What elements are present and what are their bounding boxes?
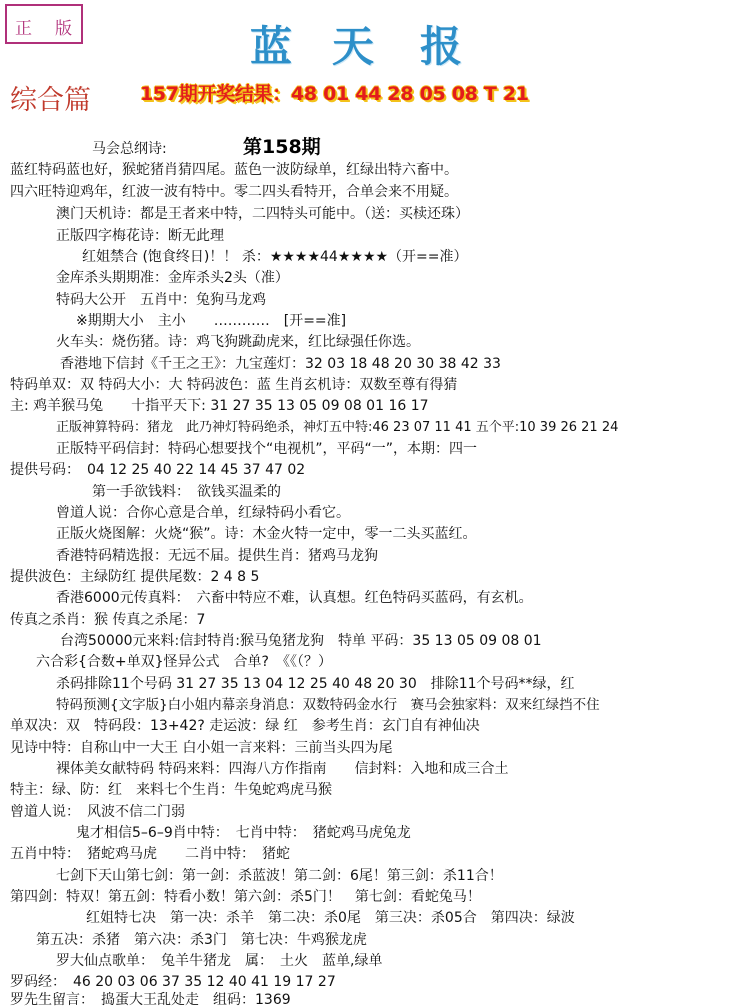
text-line: 曾道人说： 风波不信二门弱	[10, 804, 185, 820]
draw-result: 157期开奖结果：48 01 44 28 05 08 T 21	[140, 83, 529, 105]
text-line: 五肖中特： 猪蛇鸡马虎 二肖中特： 猪蛇	[10, 846, 290, 862]
stamp-right-char: 版	[55, 19, 72, 39]
text-line: 金库杀头期期准：金库杀头2头（准）	[56, 270, 289, 286]
issue-number: 第158期	[243, 136, 321, 158]
text-line: 鬼才相信5–6–9肖中特： 七肖中特： 猪蛇鸡马虎兔龙	[76, 825, 411, 841]
text-line: 提供波色：主绿防红 提供尾数：2 4 8 5	[10, 569, 260, 585]
text-line: 特主：绿、防：红 来料七个生肖：牛兔蛇鸡虎马猴	[10, 782, 332, 798]
text-line: 主: 鸡羊猴马兔 十指平天下: 31 27 35 13 05 09 08 01 16 17	[10, 398, 429, 414]
text-line: 香港6000元传真料： 六畜中特应不难，认真想。红色特码买蓝码，有玄机。	[56, 590, 533, 606]
text-line: 正版神算特码：猪龙 此乃神灯特码绝杀，神灯五中特:46 23 07 11 41 五个平:10 39 26 21 24	[56, 420, 619, 435]
section-title: 综合篇	[10, 85, 91, 116]
genuine-stamp	[5, 4, 83, 44]
text-line: 罗先生留言： 捣蛋大王乱处走 组码：1369	[10, 992, 291, 1008]
text-line: 正版特平码信封：特码心想要找个“电视机”，平码“一”，本期：四一	[56, 441, 478, 457]
text-line: 台湾50000元来料:信封特肖:猴马兔猪龙狗 特单 平码：35 13 05 09 08 01	[60, 633, 542, 649]
text-line: 杀码排除11个号码 31 27 35 13 04 12 25 40 48 20 30 排除11个号码**绿，红	[56, 676, 575, 692]
text-line: 火车头：烧伤猪。诗：鸡飞狗跳勐虎来，红比绿强任你选。	[56, 334, 420, 350]
text-line: 六合彩{合数+单双}怪异公式 合单? 《《（？）	[36, 654, 332, 670]
text-line: 红姐禁合 (饱食终日)！！ 杀：★★★★44★★★★（开==准）	[82, 249, 468, 265]
title-char-3: 报	[420, 22, 465, 71]
text-line: 见诗中特：自称山中一大王 白小姐一言来料：三前当头四为尾	[10, 740, 393, 756]
text-line: 特码大公开 五肖中：兔狗马龙鸡	[56, 292, 266, 308]
text-line: 罗码经： 46 20 03 06 37 35 12 40 41 19 17 27	[10, 974, 336, 990]
text-line: 特码单双：双 特码大小：大 特码波色：蓝 生肖玄机诗：双数至尊有得猜	[10, 377, 458, 393]
text-line: 香港特码精选报：无远不届。提供生肖：猪鸡马龙狗	[56, 548, 378, 564]
stamp-left-char: 正	[15, 19, 32, 39]
text-line: 单双决：双 特码段：13+42? 走运波：绿 红 参考生肖：玄门自有神仙决	[10, 718, 480, 734]
text-line: 传真之杀肖：猴 传真之杀尾：7	[10, 612, 206, 628]
text-line: ※期期大小 主小 ………… [开==准]	[76, 313, 347, 329]
text-line: 裸体美女献特码 特码来料：四海八方作指南 信封料：入地和成三合土	[56, 761, 509, 777]
text-line: 香港地下信封《千王之王》：九宝莲灯：32 03 18 48 20 30 38 42 33	[60, 356, 501, 372]
text-line: 澳门天机诗：都是王者来中特，二四特头可能中。（送：买椟还珠）	[56, 206, 469, 222]
text-line: 七剑下天山第七剑：第一剑：杀蓝波！第二剑：6尾！第三剑：杀11合！	[56, 868, 503, 884]
title-char-2: 天	[332, 22, 377, 71]
text-line: 第一手欲钱料： 欲钱买温柔的	[92, 484, 281, 500]
text-line: 第五决：杀猪 第六决：杀3门 第七决：牛鸡猴龙虎	[36, 932, 367, 948]
text-line: 红姐特七决 第一决：杀羊 第二决：杀0尾 第三决：杀05合 第四决：绿波	[86, 910, 575, 926]
text-line: 蓝红特码蓝也好，猴蛇猪肖猜四尾。蓝色一波防绿单，红绿出特六畜中。	[10, 162, 458, 178]
text-line: 四六旺特迎鸡年，红波一波有特中。零二四头看特开，合单会来不用疑。	[10, 184, 458, 200]
text-line: 提供号码： 04 12 25 40 22 14 45 37 47 02	[10, 462, 306, 478]
title-char-1: 蓝	[250, 22, 295, 71]
text-line: 曾道人说：合你心意是合单，红绿特码小看它。	[56, 505, 350, 521]
text-line: 第四剑：特双！第五剑：特看小数！第六剑：杀5门！ 第七剑：看蛇兔马！	[10, 889, 481, 905]
text-line: 罗大仙点歌单： 兔羊牛猪龙 属： 土火 蓝单,绿单	[56, 953, 383, 969]
text-line: 马会总纲诗:	[92, 141, 167, 157]
text-line: 特码预测{文字版}白小姐内幕亲身消息：双数特码金水行 赛马会独家料：双来红绿挡不住	[56, 697, 600, 713]
text-line: 正版四字梅花诗：断无此理	[56, 228, 224, 244]
text-line: 正版火烧图解：火烧“猴”。诗：木金火特一定中，零一二头买蓝红。	[56, 526, 477, 542]
